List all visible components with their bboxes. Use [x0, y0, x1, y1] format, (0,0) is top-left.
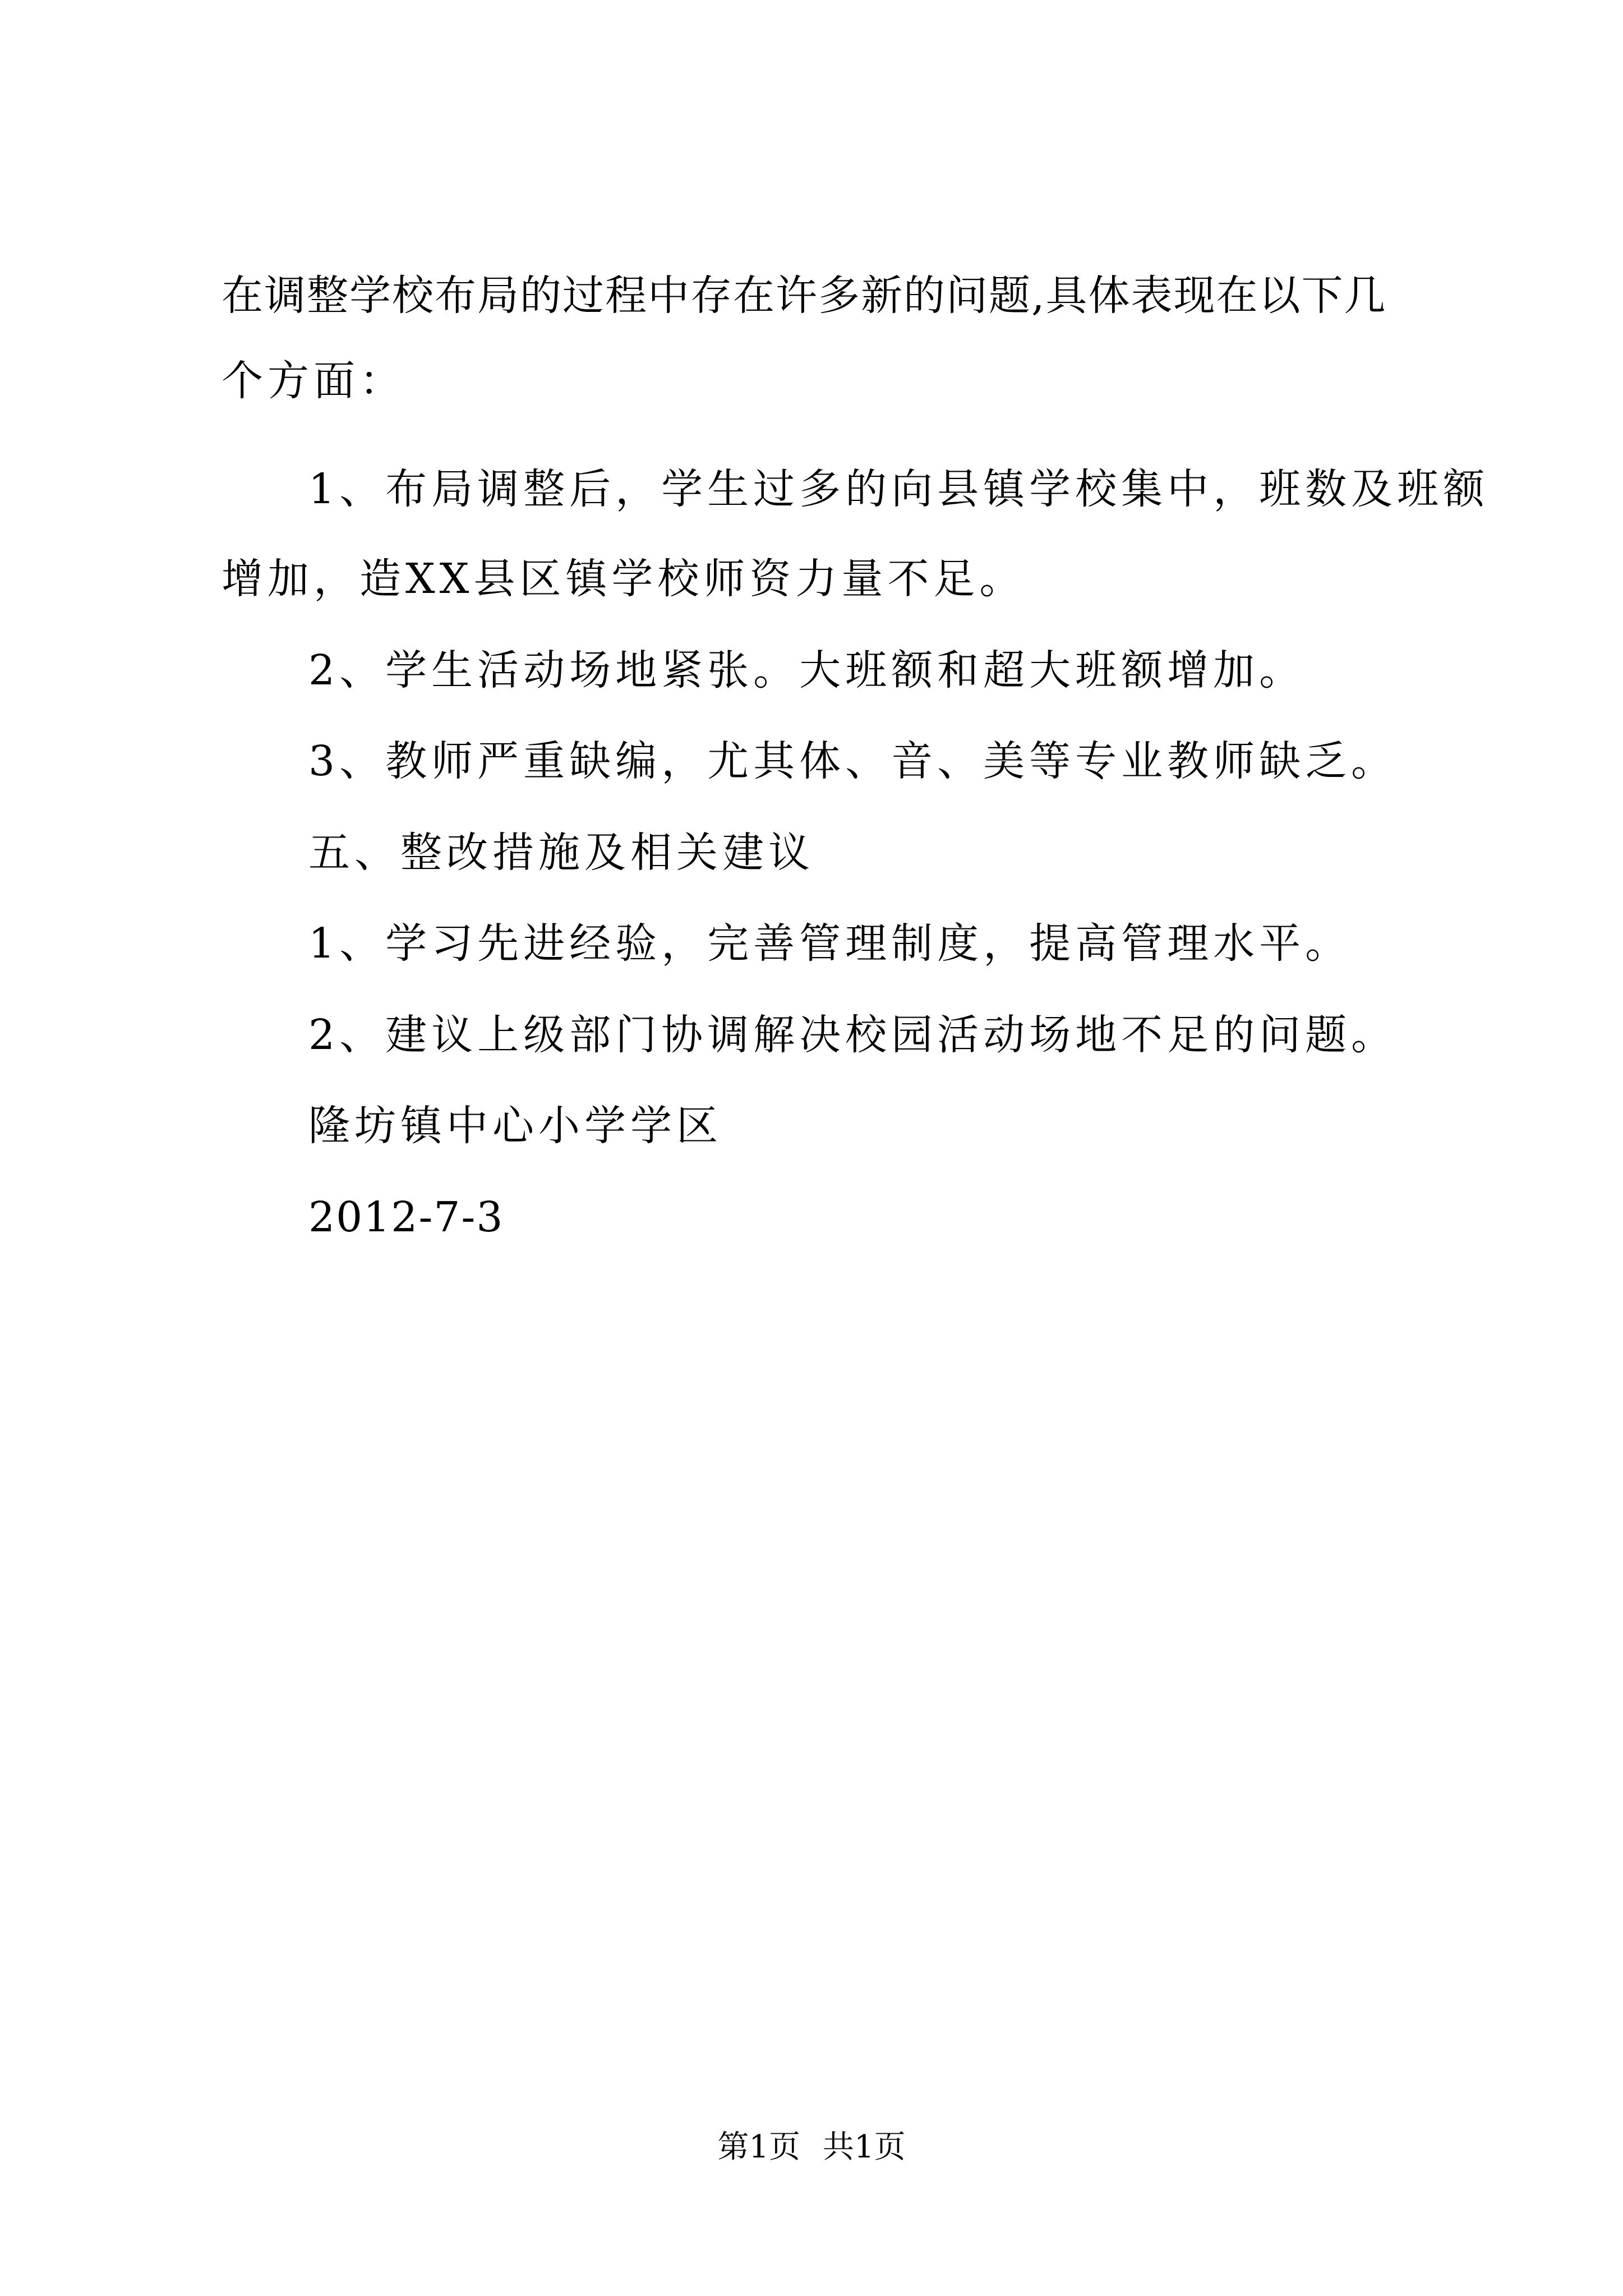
list-item-1-line-2: 增加，造XX县区镇学校师资力量不足。 [222, 555, 1026, 603]
list-item-3: 3、教师严重缺编，尤其体、音、美等专业教师缺乏。 [308, 737, 1398, 785]
page-total: 共1页 [823, 2129, 906, 2165]
page-number: 第1页 [717, 2129, 800, 2165]
page-footer [0, 2129, 1623, 2165]
paragraph-intro-line-1: 在调整学校布局的过程中存在许多新的问题,具体表现在以下几 [222, 272, 1387, 320]
list-item-1-line-1: 1、布局调整后，学生过多的向县镇学校集中，班数及班额 [308, 465, 1490, 513]
signature-date: 2012-7-3 [308, 1193, 504, 1241]
paragraph-intro-line-2: 个方面： [222, 357, 405, 405]
section-heading: 五、整改措施及相关建议 [308, 829, 814, 877]
signature-organization: 隆坊镇中心小学学区 [308, 1102, 722, 1150]
measure-item-1: 1、学习先进经验，完善管理制度，提高管理水平。 [308, 919, 1352, 968]
measure-item-2: 2、建议上级部门协调解决校园活动场地不足的问题。 [308, 1011, 1398, 1059]
list-item-2: 2、学生活动场地紧张。大班额和超大班额增加。 [308, 646, 1306, 694]
